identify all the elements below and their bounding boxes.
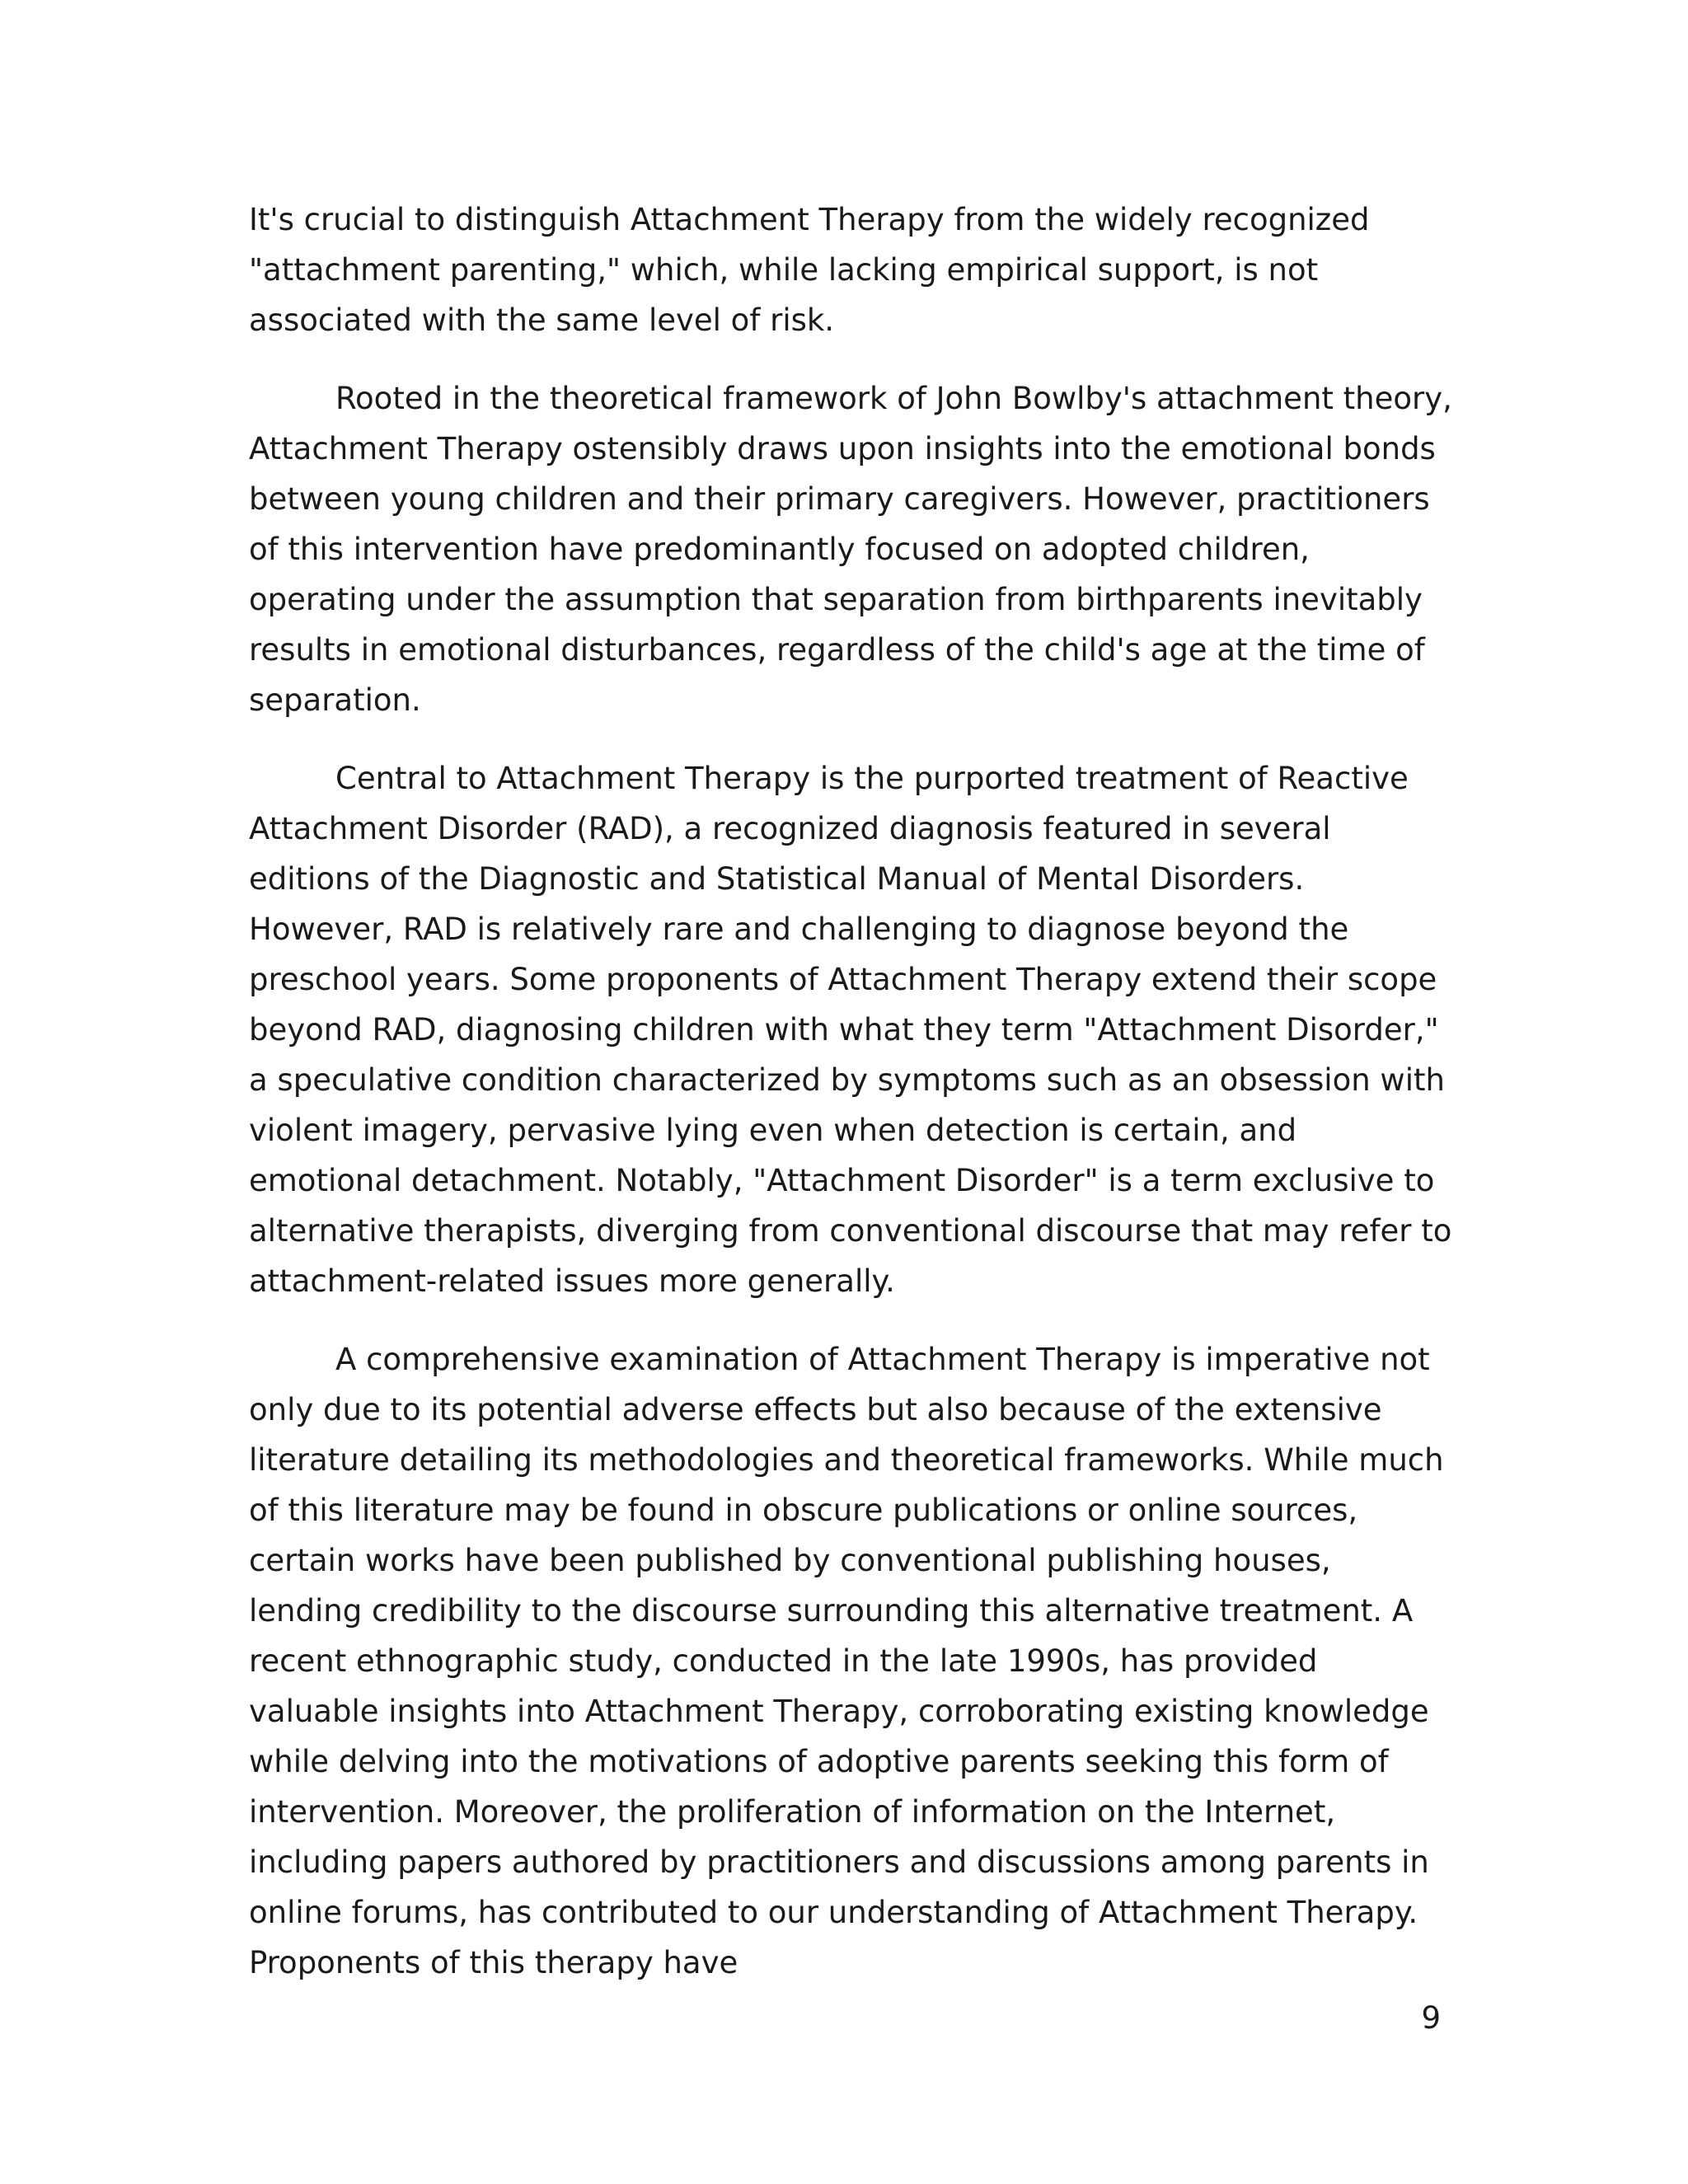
body-text (249, 194, 1452, 2016)
paragraph-3: Central to Attachment Therapy is the purported treatment of Reactive Attachment Disorder (RAD), a recognized diagnosis featured in several editions of the Diagnostic and Statistical Manual of Mental Disorders. However, RAD is relatively rare and challenging to diagnose beyond the preschool years. Some proponents of Attachment Therapy extend their scope beyond RAD, diagnosing children with what they term "Attachment Disorder," a speculative condition characterized by symptoms such as an obsession with violent imagery, pervasive lying even when detection is certain, and emotional detachment. Notably, "Attachment Disorder" is a term exclusive to alternative therapists, diverging from conventional discourse that may refer to attachment-related issues more generally. (249, 761, 1452, 1299)
paragraph-4: A comprehensive examination of Attachment Therapy is imperative not only due to its potential adverse effects but also because of the extensive literature detailing its methodologies and theoretical frameworks. While much of this literature may be found in obscure publications or online sources, certain works have been published by conventional publishing houses, lending credibility to the discourse surrounding this alternative treatment. A recent ethnographic study, conducted in the late 1990s, has provided valuable insights into Attachment Therapy, corroborating existing knowledge while delving into the motivations of adoptive parents seeking this form of intervention. Moreover, the proliferation of information on the Internet, including papers authored by practitioners and discussions among parents in online forums, has contributed to our understanding of Attachment Therapy. Proponents of this therapy have (249, 1342, 1444, 1980)
paragraph-2: Rooted in the theoretical framework of John Bowlby's attachment theory, Attachment Therapy ostensibly draws upon insights into the emotional bonds between young children and their primary caregivers. However, practitioners of this intervention have predominantly focused on adopted children, operating under the assumption that separation from birthparents inevitably results in emotional disturbances, regardless of the child's age at the time of separation. (249, 381, 1452, 718)
paragraph-1: It's crucial to distinguish Attachment Therapy from the widely recognized "attachment parenting," which, while lacking empirical support, is not associated with the same level of risk. (249, 202, 1370, 338)
page-number: 9 (1421, 2000, 1441, 2036)
